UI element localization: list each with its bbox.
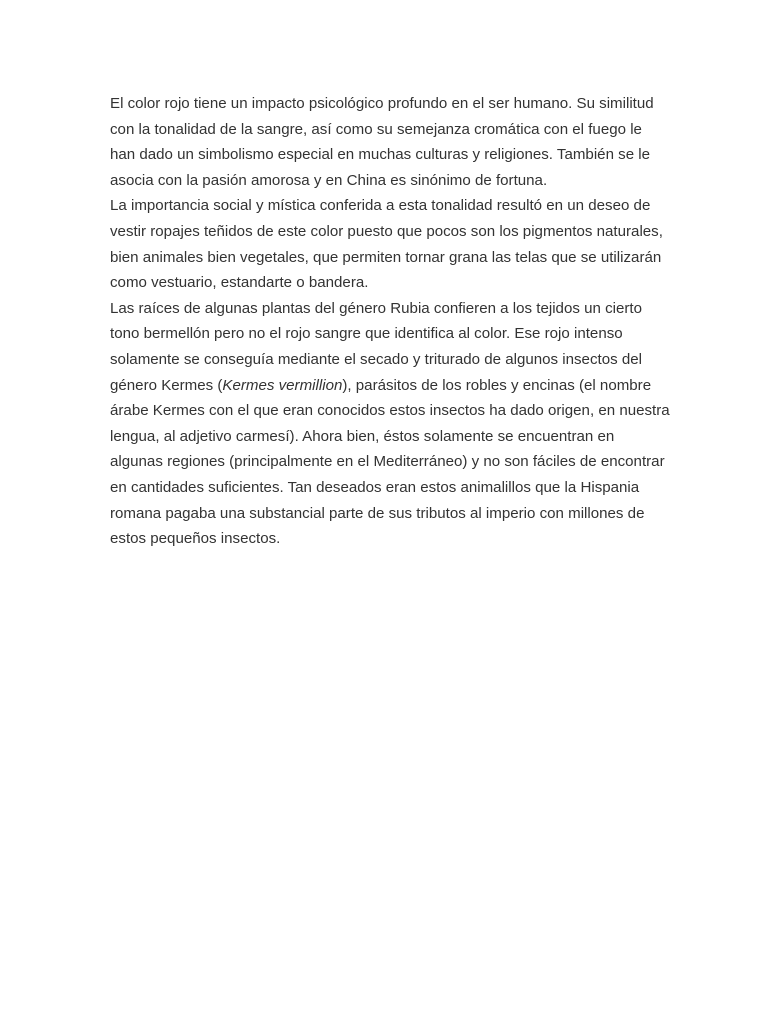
document-body xyxy=(110,91,670,552)
paragraph-3 xyxy=(110,296,670,552)
paragraph-3-text-start: Las raíces de algunas plantas del género Rubia confieren a los tejidos un cierto tono bermellón pero no el rojo sangre que identifica al color. Ese rojo intenso solamente se conseguía mediante el secado y triturado de algunos insectos del género Kermes ( xyxy=(110,299,642,394)
paragraph-1: El color rojo tiene un impacto psicológico profundo en el ser humano. Su similitud con la tonalidad de la sangre, así como su semejanza cromática con el fuego le han dado un simbolismo especial en muchas culturas y religiones. También se le asocia con la pasión amorosa y en China es sinónimo de fortuna. xyxy=(110,95,654,189)
paragraph-3-text-end: ), parásitos de los robles y encinas (el nombre árabe Kermes con el que eran conocidos estos insectos ha dado origen, en nuestra lengua, al adjetivo carmesí). Ahora bien, éstos solamente se encuentran en algunas regiones (principalmente en el Mediterráneo) y no son fáciles de encontrar en cantidades suficientes. Tan deseados eran estos animalillos que la Hispania romana pagaba una substancial parte de sus tributos al imperio con millones de estos pequeños insectos. xyxy=(110,376,670,548)
species-name-italic: Kermes vermillion xyxy=(222,376,343,394)
paragraph-2: La importancia social y mística conferida a esta tonalidad resultó en un deseo de vestir ropajes teñidos de este color puesto que pocos son los pigmentos naturales, bien animales bien vegetales, que permiten tornar grana las telas que se utilizarán como vestuario, estandarte o bandera. xyxy=(110,197,663,292)
